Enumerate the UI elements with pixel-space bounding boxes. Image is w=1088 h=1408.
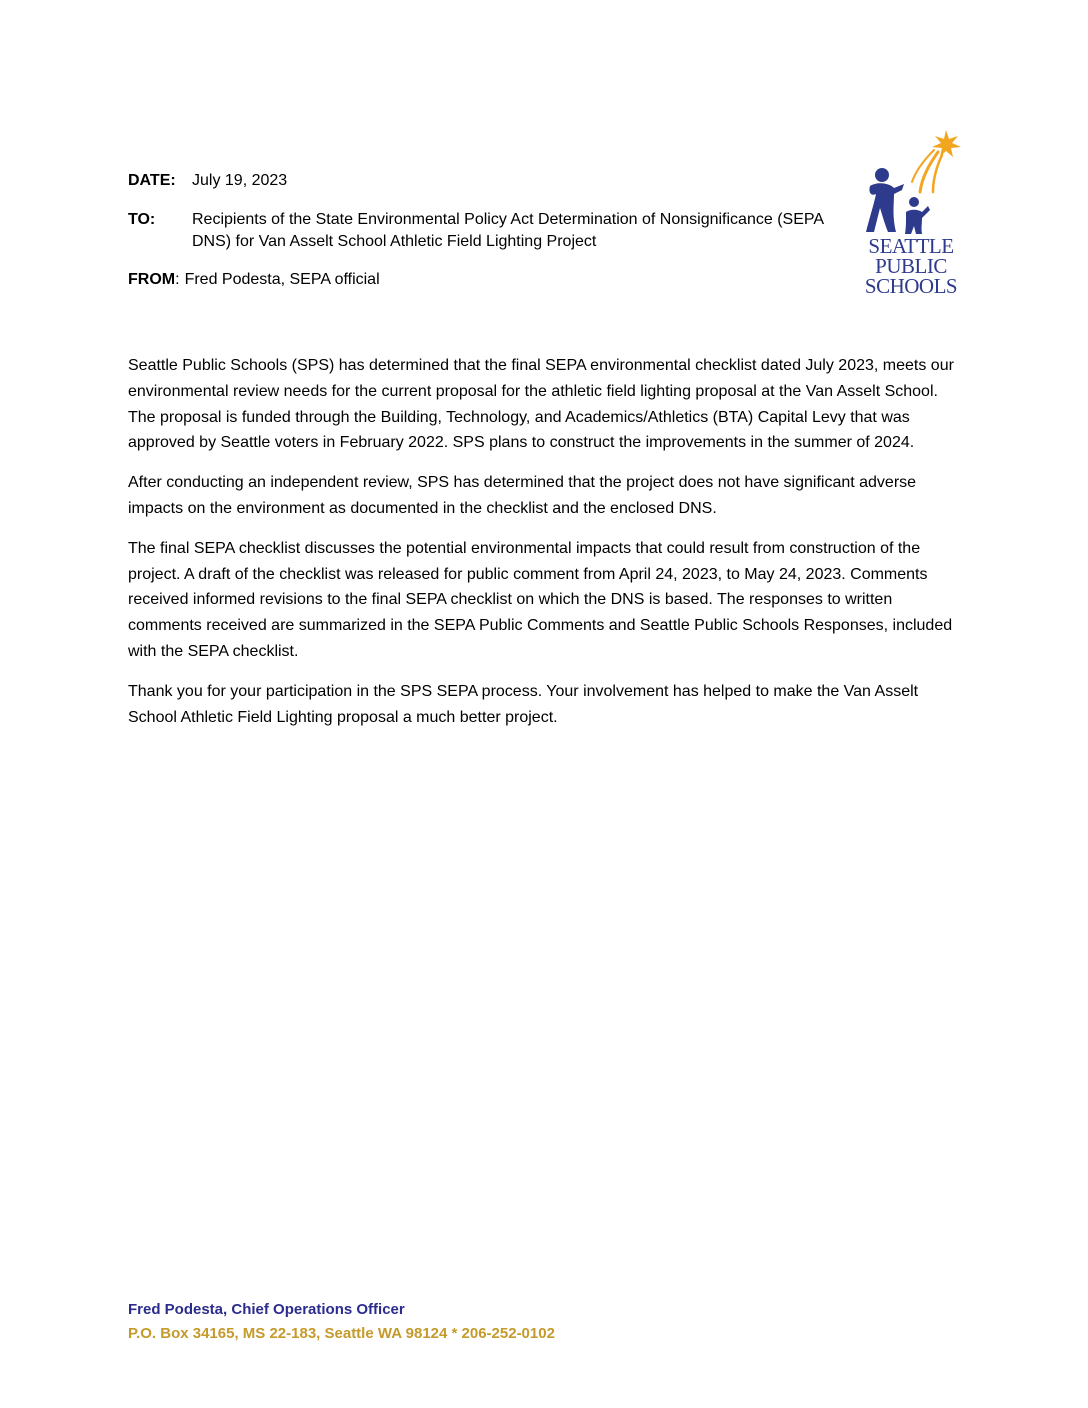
- letter-body: [128, 353, 968, 744]
- logo-line-seattle: SEATTLE: [868, 234, 954, 258]
- footer-address: P.O. Box 34165, MS 22-183, Seattle WA 98124 * 206-252-0102: [128, 1325, 555, 1342]
- date-label: DATE:: [128, 172, 176, 189]
- streamer-2: [933, 155, 942, 192]
- date-value: July 19, 2023: [192, 172, 288, 189]
- from-label-colon: :: [175, 271, 180, 288]
- footer-signatory: Fred Podesta, Chief Operations Officer: [128, 1301, 405, 1318]
- star-figures-icon: [858, 128, 963, 238]
- memo-header: [128, 170, 848, 308]
- child-head: [909, 197, 919, 207]
- memo-to-row: [128, 209, 848, 253]
- memo-date-row: [128, 170, 848, 192]
- from-label-text: FROM: [128, 271, 176, 288]
- body-paragraph-1: Seattle Public Schools (SPS) has determined that the final SEPA environmental checklist dated July 2023, meets our environmental review needs for the current proposal for the athletic field lighting proposal at the Van Asselt School. The proposal is funded through the Building, Technology, and Academics/Athletics (BTA) Capital Levy that was approved by Seattle voters in February 2022. SPS plans to construct the improvements in the summer of 2024.: [128, 357, 954, 452]
- logo-line-schools: SCHOOLS: [864, 274, 958, 298]
- seattle-public-schools-logo: [858, 128, 963, 303]
- from-value: Fred Podesta, SEPA official: [184, 271, 380, 288]
- to-value: Recipients of the State Environmental Policy Act Determination of Nonsignificance (SEPA DNS) for Van Asselt School Athletic Field Lighting Project: [192, 211, 824, 250]
- adult-head: [875, 168, 889, 182]
- logo-line-public: PUBLIC: [875, 254, 947, 278]
- child-body: [905, 206, 930, 234]
- memo-from-row: [128, 269, 848, 291]
- body-paragraph-2: After conducting an independent review, SPS has determined that the project does not have significant adverse impacts on the environment as documented in the checklist and the enclosed DNS.: [128, 474, 917, 517]
- from-label: [128, 269, 180, 291]
- letter-footer: [128, 1298, 928, 1346]
- body-paragraph-4: Thank you for your participation in the SPS SEPA process. Your involvement has helped to make the Van Asselt School Athletic Field Lighting proposal a much better project.: [128, 682, 919, 726]
- adult-body: [866, 183, 904, 232]
- logo-text: [861, 236, 961, 296]
- to-label: TO:: [128, 211, 156, 228]
- body-paragraph-3: The final SEPA checklist discusses the potential environmental impacts that could result from construction of the project. A draft of the checklist was released for public comment from April 24, 2023, to May 24, 2023. Comments received informed revisions to the final SEPA checklist on which the DNS is based. The responses to written comments received are summarized in the SEPA Public Comments and Seattle Public Schools Responses, included with the SEPA checklist.: [128, 539, 953, 660]
